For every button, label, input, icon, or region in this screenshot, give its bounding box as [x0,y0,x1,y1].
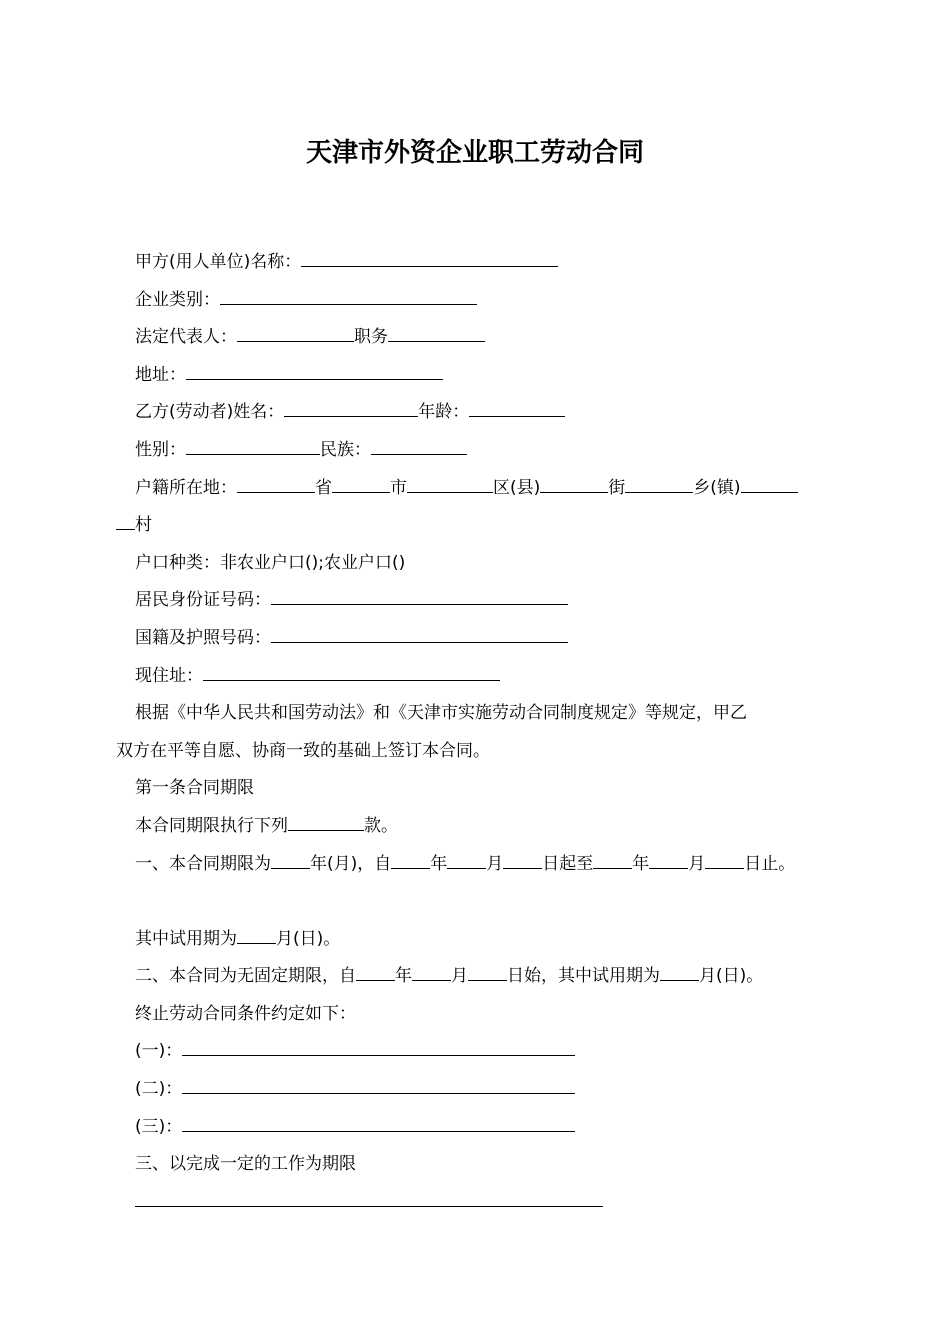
probation-line: 其中试用期为 月(日)。 [135,928,341,949]
task-term-blank-line [116,1184,856,1222]
blank-start-month[interactable] [447,852,486,869]
blank-open-probation[interactable] [660,964,699,981]
blank-province[interactable] [237,476,315,493]
party-b-line: 乙方(劳动者)姓名： 年龄： [116,394,856,432]
blank-township[interactable] [625,476,693,493]
blank-end-year[interactable] [593,852,632,869]
blank-party-b-name[interactable] [284,400,418,417]
blank-open-month[interactable] [412,964,451,981]
blank-position[interactable] [388,325,485,342]
hukou-type-line: 户口种类：非农业户口();农业户口() [135,552,406,573]
termination-heading: 终止劳动合同条件约定如下： [135,1003,356,1024]
blank-district[interactable] [407,476,493,493]
party-a-line: 甲方(用人单位)名称： [116,244,856,282]
blank-address[interactable] [186,363,443,380]
blank-end-month[interactable] [649,852,688,869]
blank-open-year[interactable] [356,964,395,981]
blank-passport[interactable] [271,626,568,643]
hukou-village-line: 村 [116,507,856,545]
blank-legal-rep[interactable] [237,325,354,342]
basis-paragraph-line2: 双方在平等自愿、协商一致的基础上签订本合同。 [116,740,490,761]
blank-party-a[interactable] [301,250,558,267]
blank-id-number[interactable] [271,588,568,605]
blank-enterprise-type[interactable] [220,288,477,305]
termination-item: (三)： [116,1109,856,1147]
gender-line: 性别： 民族： [116,432,856,470]
basis-paragraph-line1: 根据《中华人民共和国劳动法》和《天津市实施劳动合同制度规定》等规定，甲乙 [135,703,747,724]
blank-clause[interactable] [288,814,364,831]
blank-start-year[interactable] [391,852,430,869]
document-title: 天津市外资企业职工劳动合同 [305,138,644,168]
termination-item: (二)： [116,1071,856,1109]
blank-village-part1[interactable] [741,476,798,493]
article1-heading: 第一条合同期限 [135,778,254,799]
blank-term-length[interactable] [271,852,310,869]
blank-age[interactable] [469,400,565,417]
contract-body [116,244,856,1221]
enterprise-type-line: 企业类别： [116,282,856,320]
address-line: 地址： [116,357,856,395]
task-term-line: 三、以完成一定的工作为期限 [135,1154,356,1175]
article1-clause-line: 本合同期限执行下列 款。 [135,815,398,836]
blank-open-day[interactable] [468,964,507,981]
fixed-term-line: 一、本合同期限为 年(月)，自 年 月 日起至 年 月 日止。 [135,853,796,874]
open-term-line: 二、本合同为无固定期限，自 年 月 日始，其中试用期为 月(日)。 [135,966,764,987]
passport-line: 国籍及护照号码： [116,620,856,658]
blank-task-description[interactable] [135,1190,603,1207]
blank-village-part2[interactable] [116,513,135,530]
blank-termination-3[interactable] [182,1115,575,1132]
blank-start-day[interactable] [503,852,542,869]
legal-rep-line: 法定代表人： 职务 [116,319,856,357]
current-address-line: 现住址： [116,658,856,696]
blank-end-day[interactable] [705,852,744,869]
spacer [116,883,856,921]
blank-termination-1[interactable] [182,1039,575,1056]
termination-item: (一)： [116,1033,856,1071]
blank-ethnicity[interactable] [371,438,467,455]
hukou-location-line: 户籍所在地： 省 市 区(县) 街 乡(镇) [116,470,856,508]
blank-street[interactable] [540,476,608,493]
id-number-line: 居民身份证号码： [116,582,856,620]
blank-termination-2[interactable] [182,1077,575,1094]
blank-probation[interactable] [237,927,276,944]
blank-gender[interactable] [186,438,320,455]
blank-current-address[interactable] [203,664,500,681]
blank-city[interactable] [332,476,390,493]
